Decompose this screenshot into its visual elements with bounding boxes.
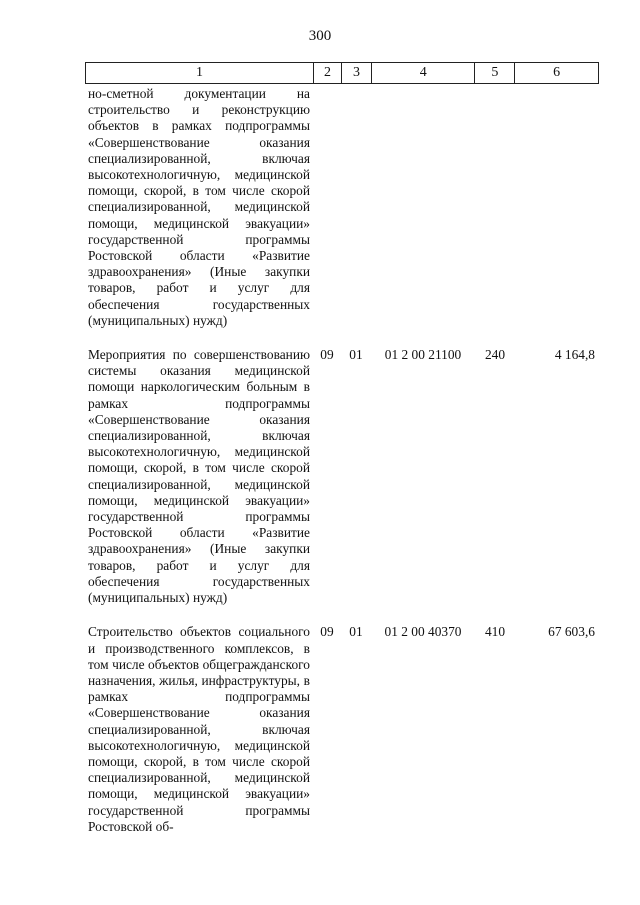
row-amount: 67 603,6 [548, 624, 595, 640]
row-description: Мероприятия по совершенствованию системы оказания медицинской помощи наркологическим больным в рамках подпрограммы «Совершенствование оказания специализированной, включая высокотехнологичную, медицинской помощи, скорой, в том числе скорой специализированной, медицинской помощи, медицинской эвакуации» государственной программы Ростовской области «Развитие здравоохранения» (Иные закупки товаров, работ и услуг для обеспечения государственных (муниципальных) нужд) [88, 347, 310, 606]
row-section [313, 86, 341, 329]
row-amount: 4 164,8 [554, 347, 595, 363]
row-target-code [371, 86, 475, 329]
row-description: Строительство объектов социального и производственного комплексов, в том числе объектов общегражданского назначения, жилья, инфраструктуры, в рамках подпрограммы «Совершенствование оказания специализированной, включая высокотехнологичную, медицинской помощи, скорой, в том числе скорой специализированной, медицинской помощи, медицинской эвакуации» государственной программы Ростовской об- [88, 624, 310, 834]
header-col-6: 6 [514, 63, 598, 83]
table-row [85, 347, 599, 606]
row-subsection: 01 [349, 347, 363, 363]
row-expense-type: 410 [484, 624, 506, 640]
row-subsection [341, 86, 371, 329]
header-col-4: 4 [371, 63, 475, 83]
row-description: но-сметной документации на строительство и реконструкцию объектов в рамках подпрограммы «Совершенствование оказания специализированной, включая высокотехнологичную, медицинской помощи, скорой, в том числе скорой специализированной, медицинской помощи, медицинской эвакуации» государственной программы Ростовской области «Развитие здравоохранения» (Иные закупки товаров, работ и услуг для обеспечения государственных (муниципальных) нужд) [88, 86, 310, 328]
header-col-3: 3 [341, 63, 371, 83]
row-target-code: 01 2 00 40370 [384, 624, 462, 640]
header-col-2: 2 [313, 63, 341, 83]
row-section: 09 [320, 347, 334, 363]
row-expense-type [475, 86, 515, 329]
header-col-1: 1 [196, 65, 204, 80]
row-section: 09 [320, 624, 334, 640]
row-target-code: 01 2 00 21100 [384, 347, 462, 363]
page-number: 300 [308, 28, 332, 44]
row-expense-type: 240 [484, 347, 506, 363]
row-subsection: 01 [349, 624, 363, 640]
table-row [85, 624, 599, 835]
row-amount [515, 86, 599, 329]
table-body [85, 86, 599, 851]
table-row [85, 86, 599, 329]
table-header [85, 62, 599, 84]
header-col-5: 5 [474, 63, 514, 83]
